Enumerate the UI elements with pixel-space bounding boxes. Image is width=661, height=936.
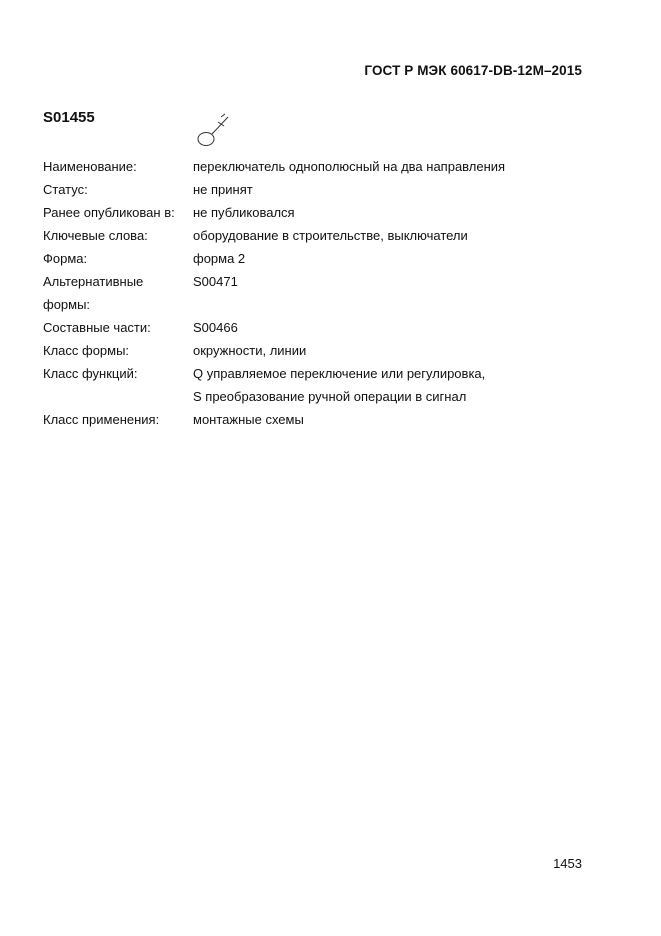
switch-symbol-icon — [193, 110, 233, 150]
property-row — [43, 408, 603, 431]
property-label: Форма: — [43, 251, 88, 266]
property-value-line: не принят — [193, 182, 253, 197]
property-row — [43, 224, 603, 247]
property-label: Класс формы: — [43, 343, 130, 358]
symbol-actuator-line — [212, 117, 228, 134]
property-row — [43, 201, 603, 224]
property-value — [193, 270, 603, 293]
property-label: Составные части: — [43, 320, 151, 335]
property-row — [43, 316, 603, 339]
page-number: 1453 — [553, 856, 582, 871]
property-value-line: монтажные схемы — [193, 412, 304, 427]
property-value — [193, 155, 603, 178]
property-value-line: не публиковался — [193, 205, 295, 220]
symbol-circle — [198, 133, 214, 146]
property-value-line: переключатель однополюсный на два направления — [193, 159, 506, 174]
property-value-line: форма 2 — [193, 251, 246, 266]
property-row — [43, 362, 603, 408]
property-label: формы: — [43, 297, 91, 312]
property-row — [43, 270, 603, 293]
property-value-line: S00466 — [193, 320, 238, 335]
property-row — [43, 178, 603, 201]
symbol-contact-line-2 — [221, 114, 225, 117]
property-row — [43, 247, 603, 270]
property-value — [193, 408, 603, 431]
property-label: Ранее опубликован в: — [43, 205, 175, 220]
property-label: Ключевые слова: — [43, 228, 148, 243]
property-value-line: S преобразование ручной операции в сигнал — [193, 389, 467, 404]
property-row — [43, 293, 603, 316]
property-value-line: S00471 — [193, 274, 238, 289]
property-label: Класс функций: — [43, 366, 138, 381]
property-value-line: окружности, линии — [193, 343, 307, 358]
properties-list — [43, 155, 603, 431]
property-label: Альтернативные — [43, 274, 144, 289]
property-value — [193, 339, 603, 362]
property-value — [193, 362, 603, 408]
document-header: ГОСТ Р МЭК 60617-DB-12M–2015 — [364, 63, 582, 78]
property-value-line: оборудование в строительстве, выключатели — [193, 228, 468, 243]
property-label: Статус: — [43, 182, 88, 197]
property-label: Наименование: — [43, 159, 137, 174]
property-value — [193, 224, 603, 247]
property-value-line: Q управляемое переключение или регулировка, — [193, 366, 486, 381]
property-value — [193, 293, 603, 316]
property-label: Класс применения: — [43, 412, 160, 427]
property-value — [193, 247, 603, 270]
property-value — [193, 178, 603, 201]
symbol-code: S01455 — [43, 109, 95, 126]
property-value — [193, 201, 603, 224]
property-row — [43, 339, 603, 362]
property-row — [43, 155, 603, 178]
property-value — [193, 316, 603, 339]
